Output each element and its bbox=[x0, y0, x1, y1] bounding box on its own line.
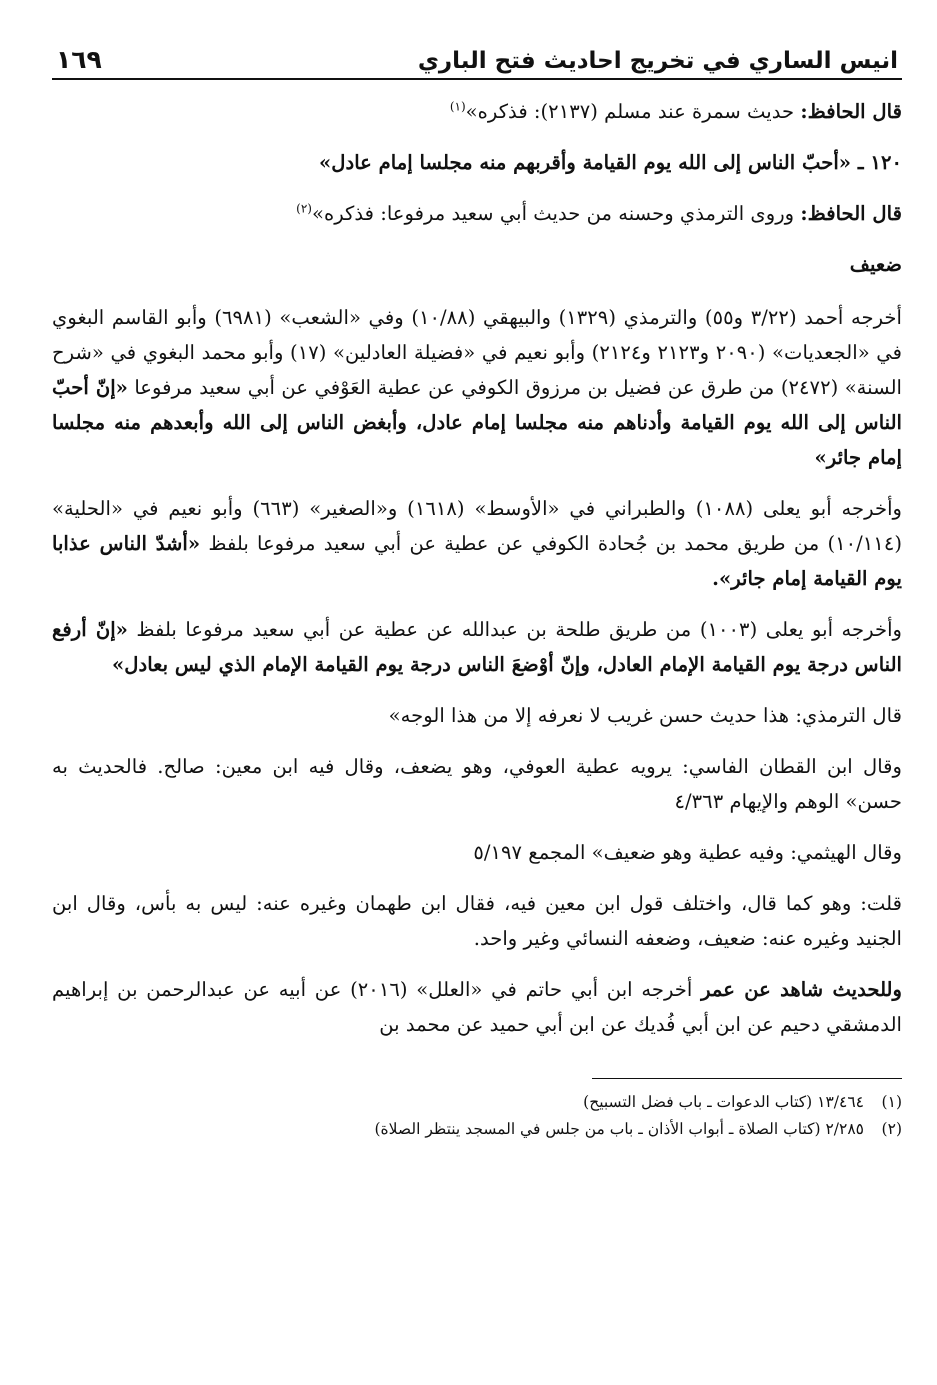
page bbox=[52, 30, 902, 1143]
paragraph-hafiz-quote-2: قال الحافظ: وروى الترمذي وحسنه من حديث أبي سعيد مرفوعا: فذكره»$^{(٢)}$ bbox=[296, 201, 902, 225]
paragraph-haythami: وقال الهيثمي: وفيه عطية وهو ضعيف» المجمع ٥/١٩٧ bbox=[473, 841, 902, 864]
hadith-heading: ١٢٠ ـ «أحبّ الناس إلى الله يوم القيامة وأقربهم منه مجلسا إمام عادل» bbox=[318, 151, 902, 174]
footnote-ref-1: (١) bbox=[449, 99, 466, 114]
paragraph-tirmidhi: قال الترمذي: هذا حديث حسن غريب لا نعرفه إلا من هذا الوجه» bbox=[388, 704, 902, 727]
paragraph-qultu: قلت: وهو كما قال، واختلف قول ابن معين فيه، فقال ابن طهمان وغيره عنه: ليس به بأس، وقال ابن الجنيد وغيره عنه: ضعيف، وضعفه النسائي وغير واحد. bbox=[52, 892, 902, 950]
footnote-separator bbox=[592, 1078, 902, 1079]
paragraph-ibn-qattan: وقال ابن القطان الفاسي: يرويه عطية العوفي، وهو يضعف، وقال فيه ابن معين: صالح. فالحديث به حسن» الوهم والإيهام ٤/٣٦٣ bbox=[52, 755, 902, 813]
grading-label: ضعيف bbox=[849, 253, 902, 276]
footnote-ref-2: (٢) bbox=[296, 201, 312, 216]
footnote-1: (١)١٣/٤٦٤ (كتاب الدعوات ـ باب فضل التسبيح) bbox=[583, 1093, 902, 1111]
paragraph-takhrij-2: وأخرجه أبو يعلى (١٠٨٨) والطبراني في «الأوسط» (١٦١٨) و«الصغير» (٦٦٣) وأبو نعيم في «الحلية» (١٠/١١٤) من طريق محمد بن جُحادة الكوفي عن عطية عن أبي سعيد مرفوعا بلفظ «أشدّ الناس عذابا يوم القيامة إمام جائر». bbox=[52, 497, 903, 590]
footnote-2: (٢)٢/٢٨٥ (كتاب الصلاة ـ أبواب الأذان ـ باب من جلس في المسجد ينتظر الصلاة) bbox=[374, 1120, 902, 1138]
running-header bbox=[52, 30, 902, 80]
book-title: انيس الساري في تخريج احاديث فتح الباري bbox=[417, 48, 898, 74]
paragraph-takhrij-1: أخرجه أحمد (٣/٢٢ و٥٥) والترمذي (١٣٢٩) والبيهقي (١٠/٨٨) وفي «الشعب» (٦٩٨١) وأبو القاسم البغوي في «الجعديات» (٢٠٩٠ و٢١٢٣ و٢١٢٤) وأبو نعيم في «فضيلة العادلين» (١٧) وأبو محمد البغوي في «شرح السنة» (٢٤٧٢) من طرق عن فضيل بن مرزوق الكوفي عن عطية العَوْفي عن أبي سعيد مرفوعا «إنّ أحبّ الناس إلى الله يوم القيامة وأدناهم منه مجلسا إمام عادل، وأبغض الناس إلى الله وأبعدهم منه مجلسا إمام جائر» bbox=[52, 306, 902, 469]
paragraph-takhrij-3: وأخرجه أبو يعلى (١٠٠٣) من طريق طلحة بن عبدالله عن عطية عن أبي سعيد مرفوعا بلفظ «إنّ أرفع الناس درجة يوم القيامة الإمام العادل، وإنّ أوْضعَ الناس درجة يوم القيامة الإمام الذي ليس بعادل» bbox=[52, 618, 902, 676]
page-number: ١٦٩ bbox=[56, 45, 102, 74]
paragraph-shahid: وللحديث شاهد عن عمر أخرجه ابن أبي حاتم في «العلل» (٢٠١٦) عن أبيه عن عبدالرحمن بن إبراهيم الدمشقي دحيم عن ابن أبي فُديك عن ابن أبي حميد عن محمد بن bbox=[52, 978, 902, 1036]
paragraph-hafiz-quote-1: قال الحافظ: حديث سمرة عند مسلم (٢١٣٧): فذكره»$^{(١)}$ bbox=[449, 99, 902, 123]
